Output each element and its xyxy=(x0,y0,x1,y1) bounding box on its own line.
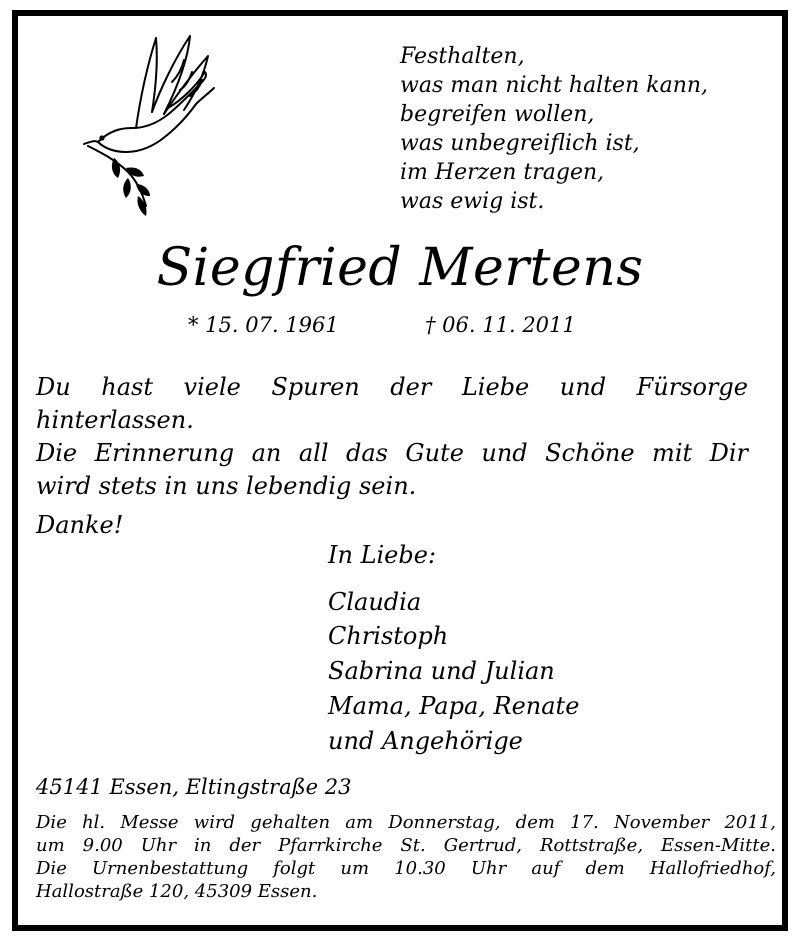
notice-line: Hallostraße 120, 45309 Essen. xyxy=(36,881,318,902)
condolence-message xyxy=(36,371,748,503)
message-line: Du hast viele Spuren der Liebe und Fürsorge xyxy=(36,373,748,401)
signoff-intro: In Liebe: xyxy=(328,541,437,569)
notice-line: Die hl. Messe wird gehalten am Donnerstag, dem 17. November 2011, xyxy=(36,812,776,833)
signoff-name: Mama, Papa, Renate xyxy=(328,692,580,720)
signoff-name: und Angehörige xyxy=(328,727,523,755)
death-date: † 06. 11. 2011 xyxy=(425,313,576,337)
deceased-name: Siegfried Mertens xyxy=(156,238,644,298)
signoff-name: Christoph xyxy=(328,622,449,650)
poem-line: Festhalten, xyxy=(400,44,525,69)
poem-line: was man nicht halten kann, xyxy=(400,73,709,98)
poem-line: im Herzen tragen, xyxy=(400,160,605,185)
notice-line: um 9.00 Uhr in der Pfarrkirche St. Gertrud, Rottstraße, Essen-Mitte. xyxy=(36,835,776,856)
message-line: hinterlassen. xyxy=(36,406,194,434)
service-notice xyxy=(36,811,776,903)
poem-line: was unbegreiflich ist, xyxy=(400,131,640,156)
message-line: wird stets in uns lebendig sein. xyxy=(36,472,417,500)
message-line: Die Erinnerung an all das Gute und Schöne mit Dir xyxy=(36,439,748,467)
notice-line: Die Urnenbestattung folgt um 10.30 Uhr auf dem Hallofriedhof, xyxy=(36,858,776,879)
thanks-text: Danke! xyxy=(36,511,124,539)
poem-line: begreifen wollen, xyxy=(400,102,595,127)
dove-with-olive-branch-icon xyxy=(80,30,215,220)
signoff-name: Sabrina und Julian xyxy=(328,657,555,685)
birth-date: * 15. 07. 1961 xyxy=(188,313,339,337)
poem xyxy=(400,42,708,216)
signoff-name: Claudia xyxy=(328,588,422,616)
poem-line: was ewig ist. xyxy=(400,189,545,214)
address: 45141 Essen, Eltingstraße 23 xyxy=(36,775,352,799)
